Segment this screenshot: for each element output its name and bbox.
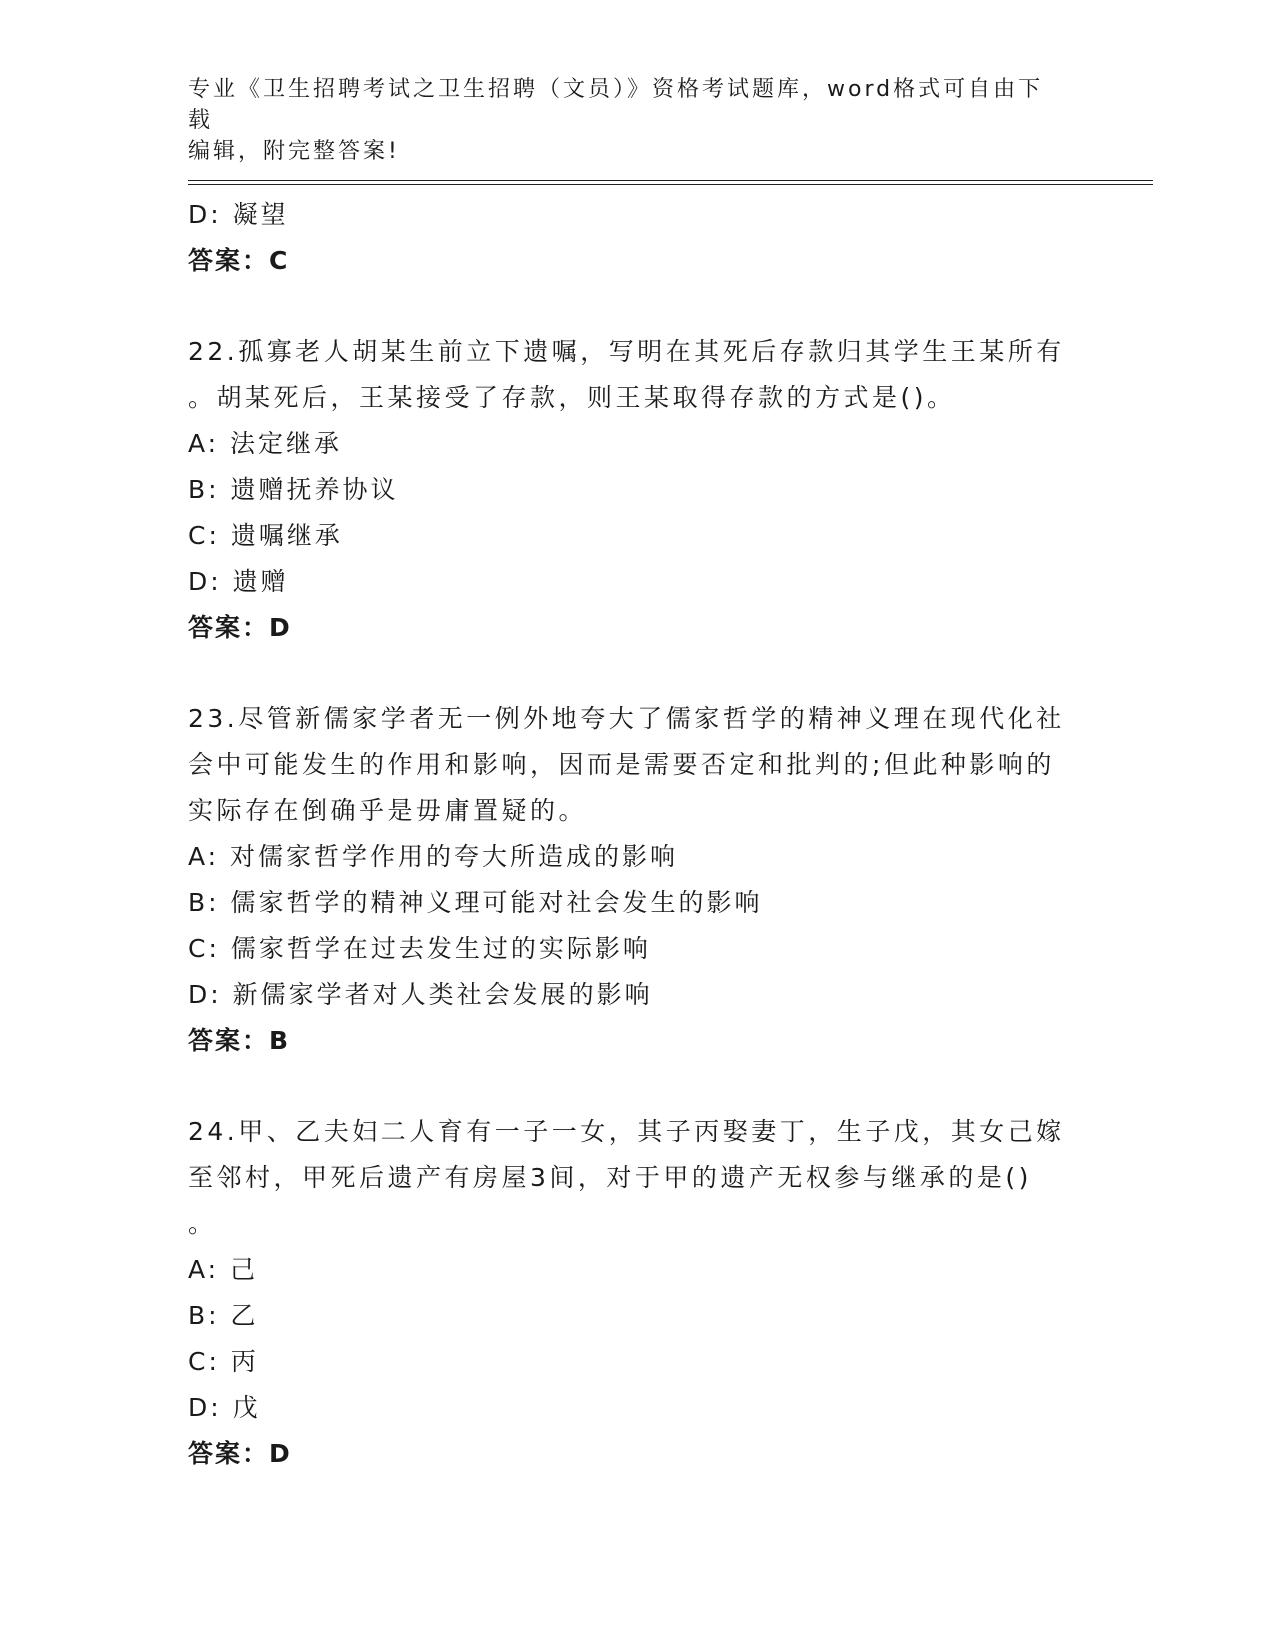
question-text-line: 。胡某死后，王某接受了存款，则王某取得存款的方式是()。 <box>188 383 956 412</box>
question-text-line: 。 <box>188 1209 217 1238</box>
option-b: B: 遗赠抚养协议 <box>188 475 399 504</box>
document-header <box>188 74 1068 167</box>
option-d: D: 遗赠 <box>188 567 289 596</box>
question-24-text <box>188 1109 1068 1247</box>
prev-answer: 答案：C <box>188 246 290 275</box>
question-text-line: 会中可能发生的作用和影响，因而是需要否定和批判的;但此种影响的 <box>188 750 1055 779</box>
spacer <box>188 284 1068 329</box>
option-d: D: 戊 <box>188 1393 261 1422</box>
question-24 <box>188 1109 1068 1477</box>
question-text-line: 24.甲、乙夫妇二人育有一子一女，其子丙娶妻丁，生子戊，其女己嫁 <box>188 1117 1065 1146</box>
question-23 <box>188 696 1068 1064</box>
option-c: C: 遗嘱继承 <box>188 521 343 550</box>
option-b: B: 儒家哲学的精神义理可能对社会发生的影响 <box>188 888 763 917</box>
answer-line: 答案：B <box>188 1026 291 1055</box>
answer-line: 答案：D <box>188 1439 292 1468</box>
header-line-2: 编辑，附完整答案! <box>188 139 400 164</box>
header-divider-top <box>188 180 1153 181</box>
spacer <box>188 1064 1068 1109</box>
option-c: C: 丙 <box>188 1347 259 1376</box>
question-22 <box>188 329 1068 651</box>
question-text-line: 22.孤寡老人胡某生前立下遗嘱，写明在其死后存款归其学生王某所有 <box>188 337 1065 366</box>
option-a: A: 对儒家哲学作用的夸大所造成的影响 <box>188 842 679 871</box>
question-22-text <box>188 329 1068 421</box>
question-text-line: 至邻村，甲死后遗产有房屋3间，对于甲的遗产无权参与继承的是() <box>188 1163 1032 1192</box>
prev-option-d: D: 凝望 <box>188 200 289 229</box>
header-line-1: 专业《卫生招聘考试之卫生招聘（文员）》资格考试题库，word格式可自由下载 <box>188 77 1044 133</box>
option-d: D: 新儒家学者对人类社会发展的影响 <box>188 980 653 1009</box>
question-text-line: 实际存在倒确乎是毋庸置疑的。 <box>188 796 588 825</box>
answer-line: 答案：D <box>188 613 292 642</box>
option-a: A: 法定继承 <box>188 429 343 458</box>
header-divider-bottom <box>188 184 1153 185</box>
option-c: C: 儒家哲学在过去发生过的实际影响 <box>188 934 651 963</box>
question-23-text <box>188 696 1068 834</box>
question-text-line: 23.尽管新儒家学者无一例外地夸大了儒家哲学的精神义理在现代化社 <box>188 704 1065 733</box>
spacer <box>188 651 1068 696</box>
option-b: B: 乙 <box>188 1301 259 1330</box>
option-a: A: 己 <box>188 1255 259 1284</box>
question-list <box>188 192 1068 1477</box>
